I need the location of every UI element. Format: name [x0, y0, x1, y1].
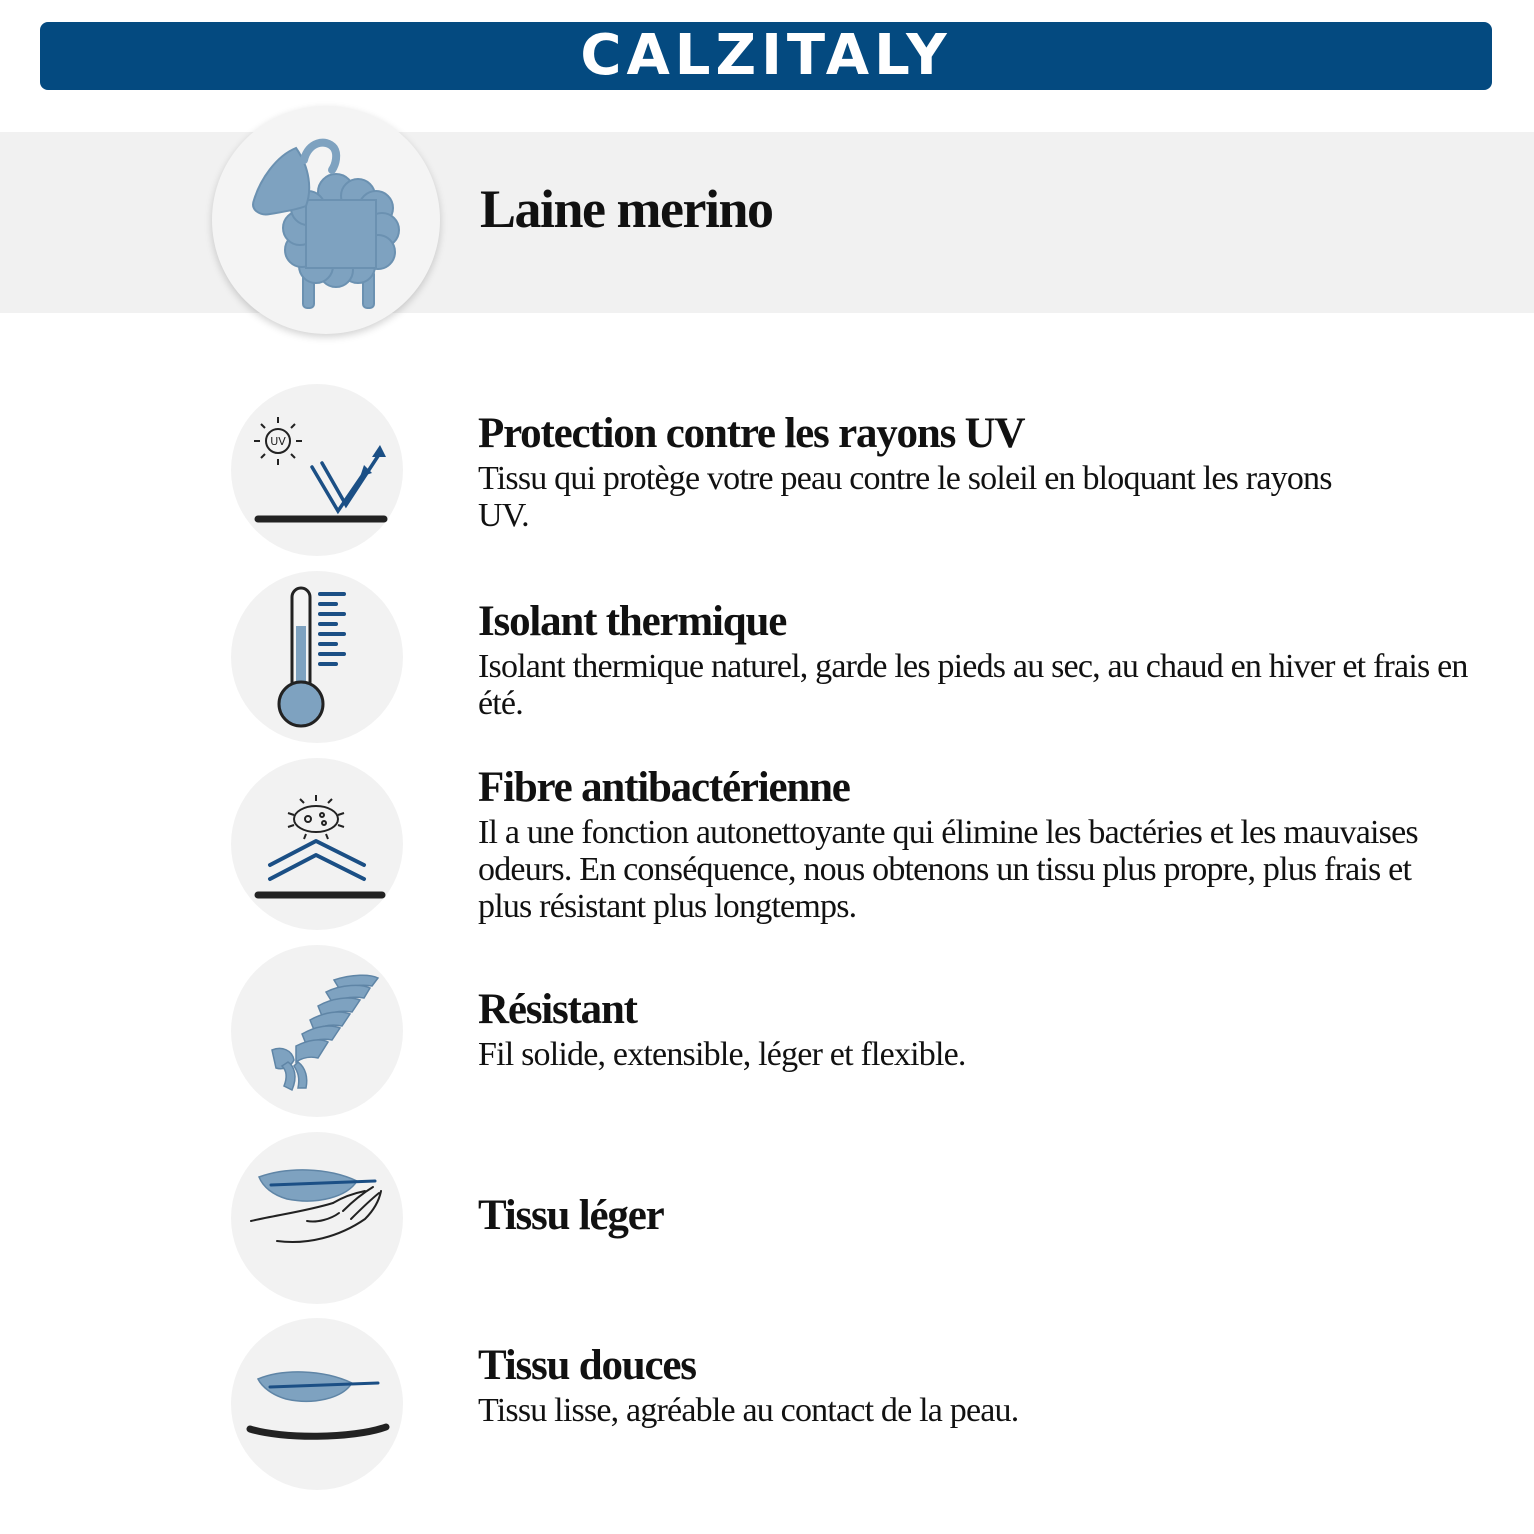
feature-uv [478, 410, 1488, 534]
brand-name: CALZITALY [580, 23, 952, 88]
feature-antibacterial [478, 764, 1488, 925]
feature-thermal [478, 598, 1488, 722]
feature-title: Résistant [478, 986, 637, 1033]
feature-hand-icon [247, 1163, 387, 1273]
feature-description: Fil solide, extensible, léger et flexible. [478, 1036, 966, 1073]
sheep-icon [246, 130, 406, 310]
feature-icon-circle [231, 384, 403, 556]
feature-soft [478, 1342, 1488, 1429]
feature-resistant [478, 986, 1488, 1073]
uv-reflection-icon [242, 405, 392, 535]
feature-title: Isolant thermique [478, 598, 787, 645]
feature-icon-circle [231, 945, 403, 1117]
bacteria-shield-icon [242, 779, 392, 909]
hero-title: Laine merino [480, 179, 773, 239]
brand-header [40, 22, 1492, 90]
svg-text:UV: UV [270, 435, 286, 448]
feature-icon-circle [231, 1318, 403, 1490]
feature-title: Tissu léger [478, 1192, 664, 1239]
feature-title: Protection contre les rayons UV [478, 410, 1025, 457]
feature-icon-circle [231, 571, 403, 743]
feature-description: Tissu lisse, agréable au contact de la peau. [478, 1392, 1019, 1429]
feature-light [478, 1192, 1488, 1240]
feature-description: Tissu qui protège votre peau contre le soleil en bloquant les rayons UV. [478, 460, 1332, 534]
feature-description: Il a une fonction autonettoyante qui élimine les bactéries et les mauvaises odeurs. En conséquence, nous obtenons un tissu plus propre, plus frais et plus résistant plus longtemps. [478, 814, 1418, 925]
rope-icon [252, 966, 382, 1096]
feature-description: Isolant thermique naturel, garde les pieds au sec, au chaud en hiver et frais en été. [478, 648, 1468, 722]
feature-surface-icon [242, 1359, 392, 1449]
feature-title: Fibre antibactérienne [478, 764, 850, 811]
hero-icon-circle [212, 106, 440, 334]
feature-icon-circle [231, 1132, 403, 1304]
feature-title: Tissu douces [478, 1342, 696, 1389]
feature-icon-circle [231, 758, 403, 930]
thermometer-icon [262, 582, 372, 732]
